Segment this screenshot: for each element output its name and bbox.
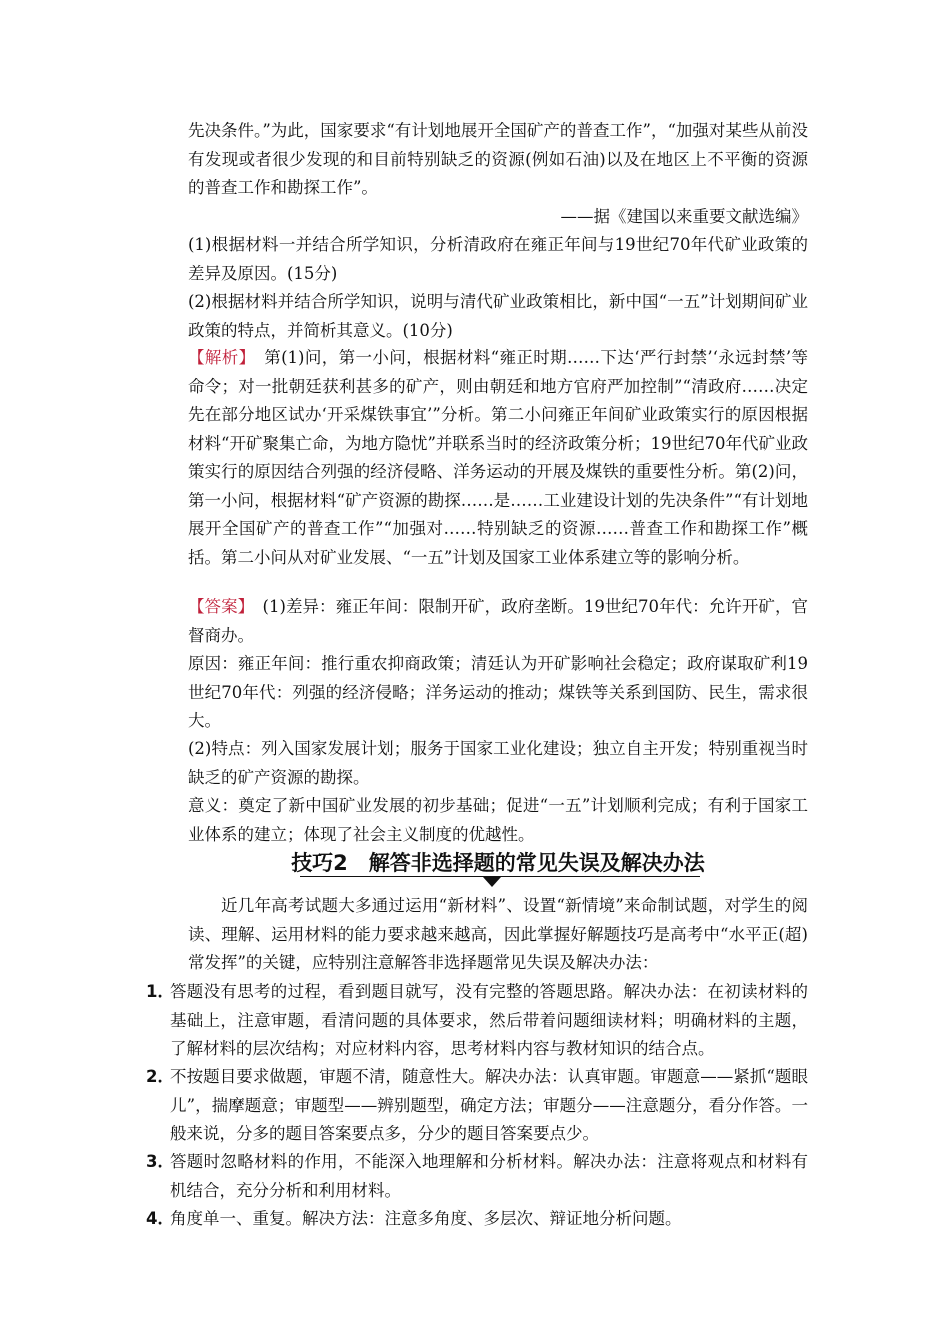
list-item-text: 答题没有思考的过程，看到题目就写，没有完整的答题思路。解决办法：在初读材料的基础上，注意审题，看清问题的具体要求，然后带着问题细读材料；明确材料的主题，了解材料的层次结构；对应材料内容，思考材料内容与教材知识的结合点。 [170, 982, 808, 1058]
question-2: (2)根据材料并结合所学知识，说明与清代矿业政策相比，新中国“一五”计划期间矿业政策的特点，并简析其意义。(10分) [188, 292, 808, 340]
list-item-text: 角度单一、重复。解决方法：注意多角度、多层次、辩证地分析问题。 [170, 1209, 682, 1228]
material-source: ——据《建国以来重要文献选编》 [560, 207, 808, 226]
list-item-number: 4． [146, 1209, 174, 1228]
material-text: 先决条件。”为此，国家要求“有计划地展开全国矿产的普查工作”，“加强对某些从前没有发现或者很少发现的和目前特别缺乏的资源(例如石油)以及在地区上不平衡的资源的普查工作和勘探工作”。 [188, 121, 808, 197]
answer-text-1: (1)差异：雍正年间：限制开矿，政府垄断。19世纪70年代：允许开矿，官督商办。 [188, 597, 808, 645]
answer-paragraph-3: (2)特点：列入国家发展计划；服务于国家工业化建设；独立自主开发；特别重视当时缺乏的矿产资源的勘探。 [188, 739, 808, 787]
list-item [146, 1063, 808, 1149]
analysis-tag: 【解析】 [188, 348, 248, 367]
list-item [146, 1205, 808, 1234]
list-item-number: 1． [146, 982, 174, 1001]
list-item-number: 3． [146, 1152, 174, 1171]
section-heading: 技巧2 解答非选择题的常见失误及解决办法 [291, 851, 705, 875]
heading-marker-icon [483, 877, 501, 887]
analysis-paragraph [188, 344, 808, 572]
answer-paragraph-4: 意义：奠定了新中国矿业发展的初步基础；促进“一五”计划顺利完成；有利于国家工业体系的建立；体现了社会主义制度的优越性。 [188, 796, 808, 844]
list-item-number: 2． [146, 1067, 174, 1086]
list-item-text: 答题时忽略材料的作用，不能深入地理解和分析材料。解决办法：注意将观点和材料有机结合，充分分析和利用材料。 [170, 1152, 808, 1200]
section-intro: 近几年高考试题大多通过运用“新材料”、设置“新情境”来命制试题，对学生的阅读、理解、运用材料的能力要求越来越高，因此掌握好解题技巧是高考中“水平正(超)常发挥”的关键，应特别注意解答非选择题常见失误及解决办法： [188, 896, 808, 972]
answer-paragraph-1 [188, 593, 808, 650]
answer-paragraph-2: 原因：雍正年间：推行重农抑商政策；清廷认为开矿影响社会稳定；政府谋取矿利19世纪70年代：列强的经济侵略；洋务运动的推动；煤铁等关系到国防、民生，需求很大。 [188, 654, 808, 730]
answer-tag: 【答案】 [188, 597, 246, 616]
list-item [146, 978, 808, 1064]
analysis-text: 第(1)问，第一小问，根据材料“雍正时期……下达‘严行封禁’‘永远封禁’等命令；对一批朝廷获利甚多的矿产，则由朝廷和地方官府严加控制”“清政府……决定先在部分地区试办‘开采煤铁事宜’”分析。第二小问雍正年间矿业政策实行的原因根据材料“开矿聚集亡命，为地方隐忧”并联系当时的经济政策分析；19世纪70年代矿业政策实行的原因结合列强的经济侵略、洋务运动的开展及煤铁的重要性分析。第(2)问，第一小问，根据材料“矿产资源的勘探……是……工业建设计划的先决条件”“有计划地展开全国矿产的普查工作”“加强对……特别缺乏的资源……普查工作和勘探工作”概括。第二小问从对矿业发展、“一五”计划及国家工业体系建立等的影响分析。 [188, 348, 808, 567]
list-item-text: 不按题目要求做题，审题不清，随意性大。解决办法：认真审题。审题意——紧抓“题眼儿”，揣摩题意；审题型——辨别题型，确定方法；审题分——注意题分，看分作答。一般来说，分多的题目答案要点多，分少的题目答案要点少。 [170, 1067, 808, 1143]
question-1: (1)根据材料一并结合所学知识，分析清政府在雍正年间与19世纪70年代矿业政策的差异及原因。(15分) [188, 235, 808, 283]
list-item [146, 1148, 808, 1205]
